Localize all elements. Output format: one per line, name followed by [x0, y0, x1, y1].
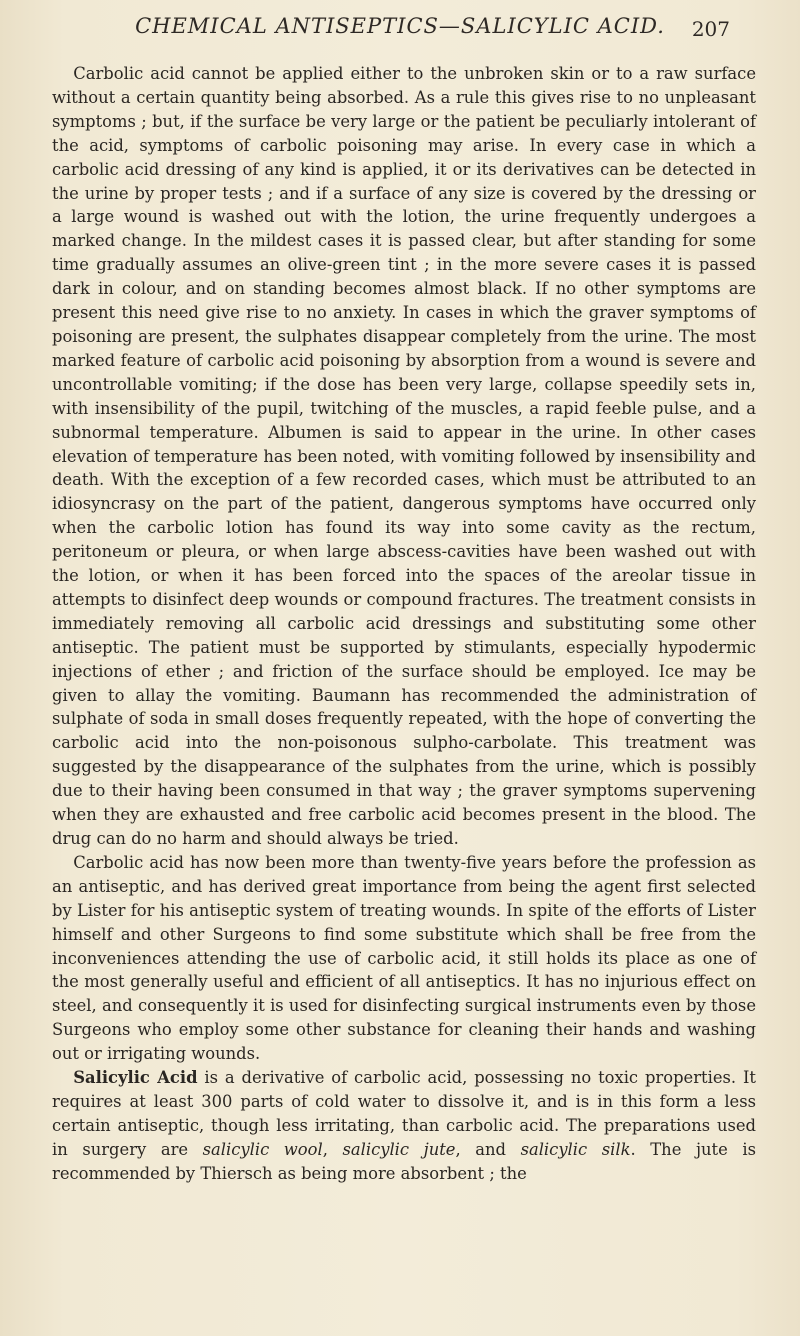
- paragraph-salicylic-acid: [52, 1066, 756, 1186]
- section-heading-salicylic-acid: Salicylic Acid: [73, 1068, 198, 1088]
- page-number: 207: [691, 17, 730, 41]
- separator-1: ,: [322, 1139, 343, 1159]
- body-text: [52, 62, 756, 1186]
- salicylic-text-b: . The jute is recommended by Thiersch as being more absorbent ; the: [52, 1139, 756, 1183]
- page-header: [0, 10, 800, 50]
- paragraph-carbolic-history: Carbolic acid has now been more than twenty-five years before the profession as an antiseptic, and has derived great importance from being the agent first selected by Lister for his antiseptic system of treating wounds. In spite of the efforts of Lister himself and other Surgeons to find some substitute which shall be free from the inconveniences attending the use of carbolic acid, it still holds its place as one of the most generally useful and efficient of all antiseptics. It has no injurious effect on steel, and consequently it is used for disinfecting surgical instruments even by those Surgeons who employ some other substance for cleaning their hands and washing out or irrigating wounds.: [52, 852, 756, 1064]
- term-salicylic-silk: salicylic silk: [520, 1139, 631, 1159]
- paragraph-carbolic-absorption: Carbolic acid cannot be applied either to the unbroken skin or to a raw surface without a certain quantity being absorbed. As a rule this gives rise to no unpleasant symptoms ; but, if the surface be very large or the patient be peculiarly intolerant of the acid, symptoms of carbolic poisoning may arise. In every case in which a carbolic acid dressing of any kind is applied, it or its derivatives can be detected in the urine by proper tests ; and if a surface of any size is covered by the dressing or a large wound is washed out with the lotion, the urine frequently undergoes a marked change. In the mildest cases it is passed clear, but after standing for some time gradually assumes an olive-green tint ; in the more severe cases it is passed dark in colour, and on standing becomes almost black. If no other symptoms are present this need give rise to no anxiety. In cases in which the graver symptoms of poisoning are present, the sulphates disappear completely from the urine. The most marked feature of carbolic acid poisoning by absorption from a wound is severe and uncontrollable vomiting; if the dose has been very large, collapse speedily sets in, with insensibility of the pupil, twitching of the muscles, a rapid feeble pulse, and a subnormal temperature. Albumen is said to appear in the urine. In other cases elevation of temperature has been noted, with vomiting followed by insensibility and death. With the exception of a few recorded cases, which must be attributed to an idiosyncrasy on the part of the patient, dangerous symptoms have occurred only when the carbolic lotion has found its way into some cavity as the rectum, peritoneum or pleura, or when large abscess-cavities have been washed out with the lotion, or when it has been forced into the spaces of the areolar tissue in attempts to disinfect deep wounds or compound fractures. The treatment consists in immediately removing all carbolic acid dressings and substituting some other antiseptic. The patient must be supported by stimulants, especially hypodermic injections of ether ; and friction of the surface should be employed. Ice may be given to allay the vomiting. Baumann has recommended the administration of sulphate of soda in small doses frequently repeated, with the hope of converting the carbolic acid into the non-poisonous sulpho-carbolate. This treatment was suggested by the disappearance of the sulphates from the urine, which is possibly due to their having been consumed in that way ; the graver symptoms supervening when they are exhausted and free carbolic acid becomes present in the blood. The drug can do no harm and should always be tried.: [52, 64, 756, 848]
- term-salicylic-jute: salicylic jute: [342, 1139, 456, 1159]
- term-salicylic-wool: salicylic wool: [202, 1139, 323, 1159]
- separator-2: , and: [455, 1139, 521, 1159]
- running-title: CHEMICAL ANTISEPTICS—SALICYLIC ACID.: [135, 14, 665, 38]
- salicylic-text-a: is a derivative of carbolic acid, possessing no toxic properties. It requires at least 300 parts of cold water to dissolve it, and is in this form a less certain antiseptic, though less irritating, than carbolic acid. The preparations used in surgery are: [52, 1068, 756, 1159]
